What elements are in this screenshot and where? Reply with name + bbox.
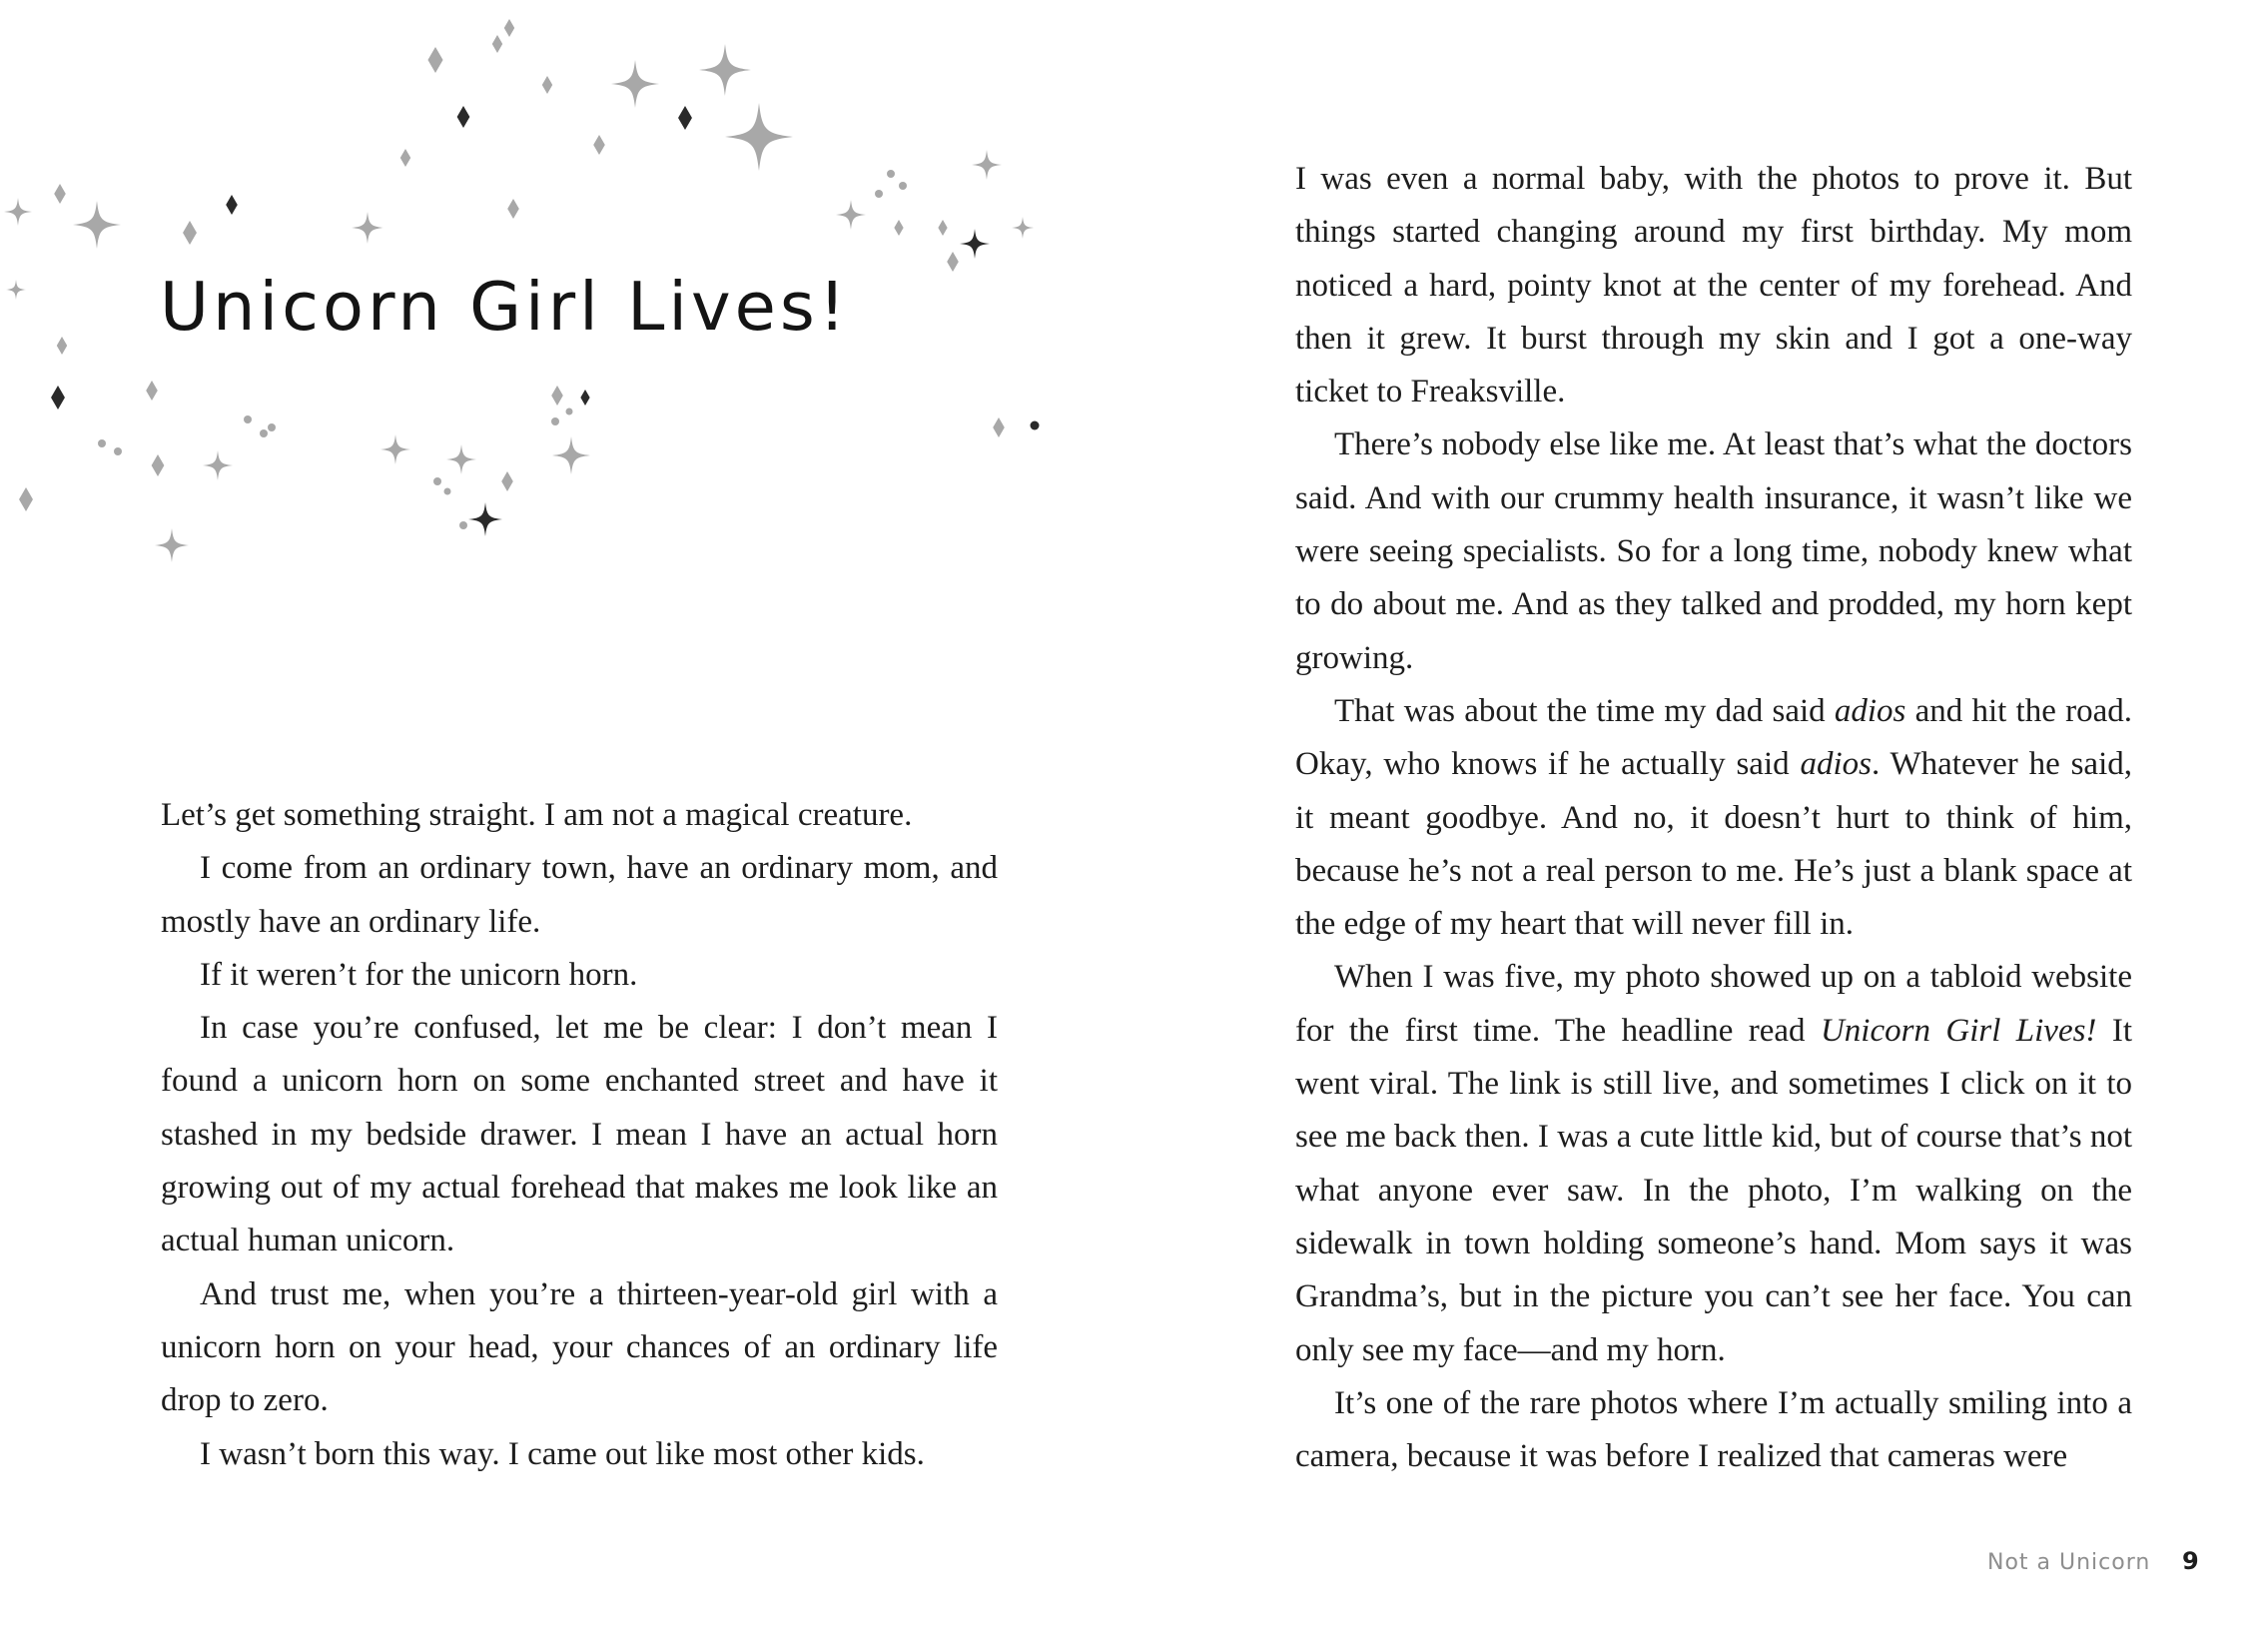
sparkle-diamond-icon xyxy=(492,35,502,53)
text-run: and hit the road. Okay, who knows if he actually said xyxy=(1295,692,2132,783)
sparkle-diamond-icon xyxy=(226,195,238,215)
sparkle-star-icon xyxy=(725,103,793,171)
sparkle-diamond-icon xyxy=(947,252,959,272)
sparkle-dot-icon xyxy=(887,170,895,178)
sparkle-star-icon xyxy=(6,280,26,300)
sparkle-diamond-icon xyxy=(457,106,470,128)
sparkle-diamond-icon xyxy=(993,417,1005,437)
sparkle-diamond-icon xyxy=(54,184,66,204)
sparkle-star-icon xyxy=(468,502,502,536)
sparkle-dot-icon xyxy=(875,190,883,198)
chapter-title: Unicorn Girl Lives! xyxy=(160,268,850,346)
paragraph: I was even a normal baby, with the photos to prove it. But things started changing around my first birthday. My mom noticed a hard, pointy knot at the center of my forehead. And then it grew. It burst through my skin and I got a one-way ticket to Freaksville. xyxy=(1295,161,2132,411)
sparkle-diamond-icon xyxy=(57,337,67,355)
sparkle-diamond-icon xyxy=(580,390,589,406)
sparkle-star-icon xyxy=(155,528,189,562)
sparkle-star-icon xyxy=(352,212,383,244)
sparkle-star-icon xyxy=(836,200,866,230)
sparkle-diamond-icon xyxy=(678,106,692,130)
sparkle-dot-icon xyxy=(444,488,451,495)
italic-headline: Unicorn Girl Lives! xyxy=(1820,1012,2097,1049)
sparkle-dot-icon xyxy=(899,182,907,190)
page-number: 9 xyxy=(2182,1547,2199,1575)
paragraph: There’s nobody else like me. At least that’s what the doctors said. And with our crummy health insurance, it wasn’t like we were seeing specialists. So for a long time, nobody knew what to do about me. And as they talked and prodded, my horn kept growing. xyxy=(1295,426,2132,676)
sparkle-diamond-icon xyxy=(504,19,514,37)
sparkle-diamond-icon xyxy=(400,149,410,167)
sparkle-dot-icon xyxy=(433,477,441,485)
paragraph: Let’s get something straight. I am not a magical creature. xyxy=(161,797,913,833)
paragraph: It’s one of the rare photos where I’m actually smiling into a camera, because it was before I realized that cameras were xyxy=(1295,1384,2132,1475)
sparkle-star-icon xyxy=(446,444,476,474)
sparkle-star-icon xyxy=(611,60,659,108)
text-run: That was about the time my dad said xyxy=(1334,692,1835,729)
sparkle-star-icon xyxy=(380,434,410,464)
sparkle-dot-icon xyxy=(566,409,573,415)
sparkle-dot-icon xyxy=(551,417,559,425)
sparkle-dot-icon xyxy=(1031,421,1040,430)
sparkle-dot-icon xyxy=(244,415,252,423)
paragraph: I wasn’t born this way. I came out like most other kids. xyxy=(200,1435,925,1472)
paragraph xyxy=(1295,951,2132,1376)
italic-word: adios xyxy=(1800,746,1872,783)
text-run: It went viral. The link is still live, and sometimes I click on it to see me back then. I was a cute little kid, but of course that’s not what anyone ever saw. In the photo, I’m walking on the sidewalk in town holding someone’s hand. Mom says it was Grandma’s, but in the picture you can’t see her face. You can only see my face—and my horn. xyxy=(1295,1012,2132,1368)
sparkle-diamond-icon xyxy=(938,220,947,236)
paragraph: In case you’re confused, let me be clear: I don’t mean I found a unicorn horn on some enchanted street and have it stashed in my bedside drawer. I mean I have an actual horn growing out of my actual forehead that makes me look like an actual human unicorn. xyxy=(161,1010,998,1259)
sparkle-diamond-icon xyxy=(51,386,65,410)
sparkle-star-icon xyxy=(972,150,1002,180)
sparkle-star-icon xyxy=(73,201,121,249)
sparkle-star-icon xyxy=(1012,217,1034,239)
sparkle-diamond-icon xyxy=(183,221,197,245)
sparkle-dot-icon xyxy=(98,439,106,447)
sparkle-dot-icon xyxy=(260,429,268,437)
sparkle-diamond-icon xyxy=(146,381,158,401)
running-footer-title: Not a Unicorn xyxy=(1987,1550,2151,1575)
paragraph: I come from an ordinary town, have an ordinary mom, and mostly have an ordinary life. xyxy=(161,850,998,940)
sparkle-diamond-icon xyxy=(19,487,33,511)
sparkle-diamond-icon xyxy=(894,220,903,236)
sparkle-diamond-icon xyxy=(551,386,563,406)
sparkle-star-icon xyxy=(203,450,233,480)
sparkle-diamond-icon xyxy=(542,76,552,94)
paragraph: If it weren’t for the unicorn horn. xyxy=(200,956,638,993)
sparkle-star-icon xyxy=(4,198,32,226)
sparkle-dot-icon xyxy=(459,521,467,529)
paragraph xyxy=(1295,685,2132,951)
italic-word: adios xyxy=(1834,692,1906,729)
sparkle-dot-icon xyxy=(268,423,276,431)
paragraph: And trust me, when you’re a thirteen-year-old girl with a unicorn horn on your head, your chances of an ordinary life drop to zero. xyxy=(161,1275,998,1419)
text-run: When I was five, my photo showed up on a tabloid website for the first time. The headline read xyxy=(1295,959,2132,1049)
right-page-text xyxy=(1295,153,2132,1483)
sparkle-diamond-icon xyxy=(593,135,605,155)
sparkle-star-icon xyxy=(552,436,590,474)
sparkle-dot-icon xyxy=(114,447,122,455)
sparkle-diamond-icon xyxy=(507,199,519,219)
text-run: . Whatever he said, it meant goodbye. And no, it doesn’t hurt to think of him, because he’s not a real person to me. He’s just a blank space at the edge of my heart that will never fill in. xyxy=(1295,746,2132,943)
sparkle-star-icon xyxy=(960,229,990,259)
sparkle-star-icon xyxy=(699,44,751,96)
sparkle-diamond-icon xyxy=(152,454,165,476)
sparkle-diamond-icon xyxy=(501,471,513,491)
sparkle-diamond-icon xyxy=(427,47,442,73)
left-page-text xyxy=(161,789,998,1481)
